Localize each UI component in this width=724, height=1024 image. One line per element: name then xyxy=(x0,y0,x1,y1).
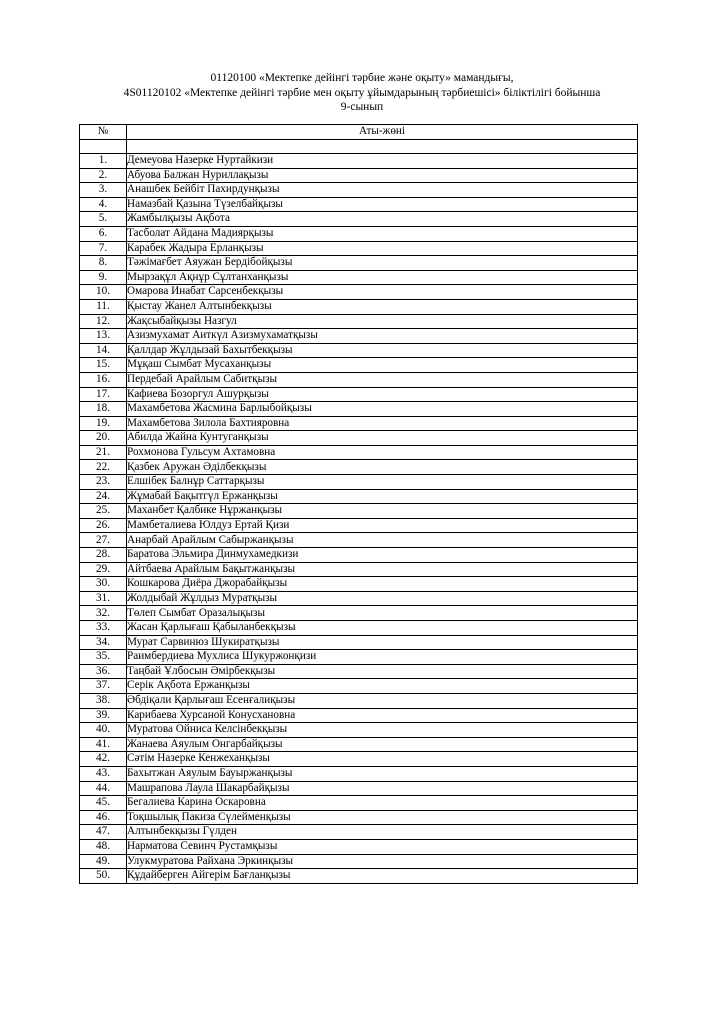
table-row xyxy=(80,241,638,256)
row-number: 38. xyxy=(80,693,127,708)
student-name: Жамбылқызы Ақбота xyxy=(127,212,638,227)
table-row xyxy=(80,372,638,387)
row-number: 22. xyxy=(80,460,127,475)
row-number: 1. xyxy=(80,154,127,169)
student-name: Раимбердиева Мухлиса Шукуржонқизи xyxy=(127,650,638,665)
student-name: Жанаева Аяулым Онгарбайқызы xyxy=(127,737,638,752)
row-number: 25. xyxy=(80,504,127,519)
student-name: Мурат Сарвинюз Шукиратқызы xyxy=(127,635,638,650)
student-name: Омарова Инабат Сарсенбекқызы xyxy=(127,285,638,300)
row-number: 29. xyxy=(80,562,127,577)
student-name: Баратова Эльмира Динмухамедкизи xyxy=(127,548,638,563)
table-row xyxy=(80,168,638,183)
student-name: Машрапова Лаула Шакарбайқызы xyxy=(127,781,638,796)
table-row xyxy=(80,197,638,212)
student-name: Кафиева Бозоргул Ашурқызы xyxy=(127,387,638,402)
student-name: Жолдыбай Жұлдыз Муратқызы xyxy=(127,591,638,606)
row-number: 20. xyxy=(80,431,127,446)
student-name: Серік Ақбота Ержанқызы xyxy=(127,679,638,694)
row-number: 46. xyxy=(80,810,127,825)
student-name: Махамбетова Жасмина Барлыбойқызы xyxy=(127,402,638,417)
row-number: 49. xyxy=(80,854,127,869)
row-number: 8. xyxy=(80,256,127,271)
roster-body xyxy=(80,140,638,884)
table-row xyxy=(80,226,638,241)
student-name: Кошкарова Диёра Джорабайқызы xyxy=(127,577,638,592)
student-name: Анарбай Арайлым Сабыржанқызы xyxy=(127,533,638,548)
row-number: 14. xyxy=(80,343,127,358)
table-row xyxy=(80,737,638,752)
table-row xyxy=(80,591,638,606)
row-number: 34. xyxy=(80,635,127,650)
row-number: 15. xyxy=(80,358,127,373)
table-row xyxy=(80,810,638,825)
header-grade-line: 9-сынып xyxy=(340,101,384,113)
student-name: Нарматова Севинч Рустамқызы xyxy=(127,839,638,854)
student-name: Улукмуратова Райхана Эркинқызы xyxy=(127,854,638,869)
document-header xyxy=(0,71,724,115)
table-row xyxy=(80,256,638,271)
student-name: Маханбет Қалбике Нұржанқызы xyxy=(127,504,638,519)
table-row xyxy=(80,606,638,621)
table-row xyxy=(80,387,638,402)
student-name: Айтбаева Арайлым Бақытжанқызы xyxy=(127,562,638,577)
row-number: 40. xyxy=(80,723,127,738)
student-roster-table xyxy=(79,124,638,884)
student-name: Бахытжан Аяулым Бауыржанқызы xyxy=(127,766,638,781)
table-row xyxy=(80,839,638,854)
column-header-name: Аты-жөні xyxy=(127,125,638,140)
header-qualification-line: 4S01120102 «Мектепке дейінгі тәрбие мен оқыту ұйымдарының тәрбиешісі» біліктілігі бойынша xyxy=(123,86,601,99)
student-name: Қыстау Жанел Алтынбекқызы xyxy=(127,299,638,314)
table-row xyxy=(80,533,638,548)
row-number: 30. xyxy=(80,577,127,592)
row-number: 9. xyxy=(80,270,127,285)
table-row xyxy=(80,475,638,490)
table-row xyxy=(80,766,638,781)
row-number: 3. xyxy=(80,183,127,198)
student-name: Тәжімағбет Аяужан Бердібойқызы xyxy=(127,256,638,271)
student-name: Мамбеталиева Юлдуз Ертай Қизи xyxy=(127,518,638,533)
table-row xyxy=(80,416,638,431)
table-row xyxy=(80,577,638,592)
row-number: 33. xyxy=(80,621,127,636)
table-row xyxy=(80,329,638,344)
student-name: Махамбетова Зилола Бахтияровна xyxy=(127,416,638,431)
student-name: Муратова Ойниса Келсінбекқызы xyxy=(127,723,638,738)
table-row xyxy=(80,343,638,358)
student-name: Демеуова Назерке Нуртайкизи xyxy=(127,154,638,169)
empty-cell xyxy=(80,140,127,154)
student-name: Абилда Жайна Кунтуганқызы xyxy=(127,431,638,446)
row-number: 41. xyxy=(80,737,127,752)
student-name: Қаллдар Жұлдызай Бахытбекқызы xyxy=(127,343,638,358)
row-number: 7. xyxy=(80,241,127,256)
row-number: 6. xyxy=(80,226,127,241)
table-row xyxy=(80,825,638,840)
table-row xyxy=(80,489,638,504)
student-name: Азизмухамат Аиткүл Азизмухаматқызы xyxy=(127,329,638,344)
row-number: 11. xyxy=(80,299,127,314)
table-row xyxy=(80,299,638,314)
table-row xyxy=(80,869,638,884)
table-row xyxy=(80,504,638,519)
student-name: Мұқаш Сымбат Мусаханқызы xyxy=(127,358,638,373)
row-number: 23. xyxy=(80,475,127,490)
student-name: Рохмонова Гульсум Ахтамовна xyxy=(127,445,638,460)
table-row xyxy=(80,621,638,636)
row-number: 45. xyxy=(80,796,127,811)
row-number: 13. xyxy=(80,329,127,344)
row-number: 2. xyxy=(80,168,127,183)
student-name: Абуова Балжан Нуриллақызы xyxy=(127,168,638,183)
table-row xyxy=(80,752,638,767)
student-name: Төлеп Сымбат Оразалықызы xyxy=(127,606,638,621)
student-name: Құдайберген Айгерім Бағланқызы xyxy=(127,869,638,884)
table-row xyxy=(80,693,638,708)
row-number: 37. xyxy=(80,679,127,694)
student-name: Карибаева Хурсаной Конусхановна xyxy=(127,708,638,723)
student-name: Анашбек Бейбіт Пахирдунқызы xyxy=(127,183,638,198)
table-row xyxy=(80,518,638,533)
student-name: Жұмабай Бақытгүл Ержанқызы xyxy=(127,489,638,504)
table-row xyxy=(80,650,638,665)
table-row xyxy=(80,402,638,417)
row-number: 36. xyxy=(80,664,127,679)
student-name: Қазбек Аружан Әділбекқызы xyxy=(127,460,638,475)
table-row xyxy=(80,562,638,577)
row-number: 24. xyxy=(80,489,127,504)
table-header-row xyxy=(80,125,638,140)
column-header-number: № xyxy=(80,125,127,140)
row-number: 12. xyxy=(80,314,127,329)
row-number: 42. xyxy=(80,752,127,767)
student-name: Карабек Жадыра Ерланқызы xyxy=(127,241,638,256)
table-row xyxy=(80,708,638,723)
table-row xyxy=(80,664,638,679)
student-name: Бегалиева Карина Оскаровна xyxy=(127,796,638,811)
row-number: 44. xyxy=(80,781,127,796)
table-row xyxy=(80,635,638,650)
empty-cell xyxy=(127,140,638,154)
student-name: Сәтім Назерке Кенжеханқызы xyxy=(127,752,638,767)
row-number: 16. xyxy=(80,372,127,387)
student-name: Тоқшылық Пакиза Сүлейменқызы xyxy=(127,810,638,825)
row-number: 48. xyxy=(80,839,127,854)
row-number: 32. xyxy=(80,606,127,621)
table-row xyxy=(80,548,638,563)
student-name: Елшібек Балнұр Саттарқызы xyxy=(127,475,638,490)
row-number: 27. xyxy=(80,533,127,548)
row-number: 19. xyxy=(80,416,127,431)
table-row xyxy=(80,796,638,811)
student-name: Тасболат Айдана Мадиярқызы xyxy=(127,226,638,241)
table-row xyxy=(80,314,638,329)
table-row xyxy=(80,460,638,475)
table-row xyxy=(80,154,638,169)
student-name: Жасан Қарлығаш Қабыланбекқызы xyxy=(127,621,638,636)
student-name: Жақсыбайқызы Назгул xyxy=(127,314,638,329)
student-name: Мырзақұл Ақнұр Сұлтанханқызы xyxy=(127,270,638,285)
row-number: 43. xyxy=(80,766,127,781)
row-number: 50. xyxy=(80,869,127,884)
table-row xyxy=(80,854,638,869)
row-number: 47. xyxy=(80,825,127,840)
table-row xyxy=(80,781,638,796)
table-row xyxy=(80,212,638,227)
table-row xyxy=(80,358,638,373)
student-name: Әбдіқали Қарлығаш Есенғалиқызы xyxy=(127,693,638,708)
row-number: 21. xyxy=(80,445,127,460)
table-row xyxy=(80,285,638,300)
table-row xyxy=(80,431,638,446)
table-row xyxy=(80,723,638,738)
header-specialty-line: 01120100 «Мектепке дейінгі тәрбие және оқыту» мамандығы, xyxy=(210,72,514,84)
row-number: 18. xyxy=(80,402,127,417)
table-row xyxy=(80,270,638,285)
row-number: 10. xyxy=(80,285,127,300)
row-number: 31. xyxy=(80,591,127,606)
student-name: Пердебай Арайлым Сабитқызы xyxy=(127,372,638,387)
row-number: 39. xyxy=(80,708,127,723)
empty-row xyxy=(80,140,638,154)
table-row xyxy=(80,183,638,198)
row-number: 5. xyxy=(80,212,127,227)
row-number: 17. xyxy=(80,387,127,402)
table-row xyxy=(80,445,638,460)
row-number: 4. xyxy=(80,197,127,212)
student-name: Намазбай Қазына Түзелбайқызы xyxy=(127,197,638,212)
row-number: 35. xyxy=(80,650,127,665)
student-name: Алтынбекқызы Гүлден xyxy=(127,825,638,840)
table-row xyxy=(80,679,638,694)
student-name: Таңбай Ұлбосын Әмірбекқызы xyxy=(127,664,638,679)
row-number: 28. xyxy=(80,548,127,563)
row-number: 26. xyxy=(80,518,127,533)
